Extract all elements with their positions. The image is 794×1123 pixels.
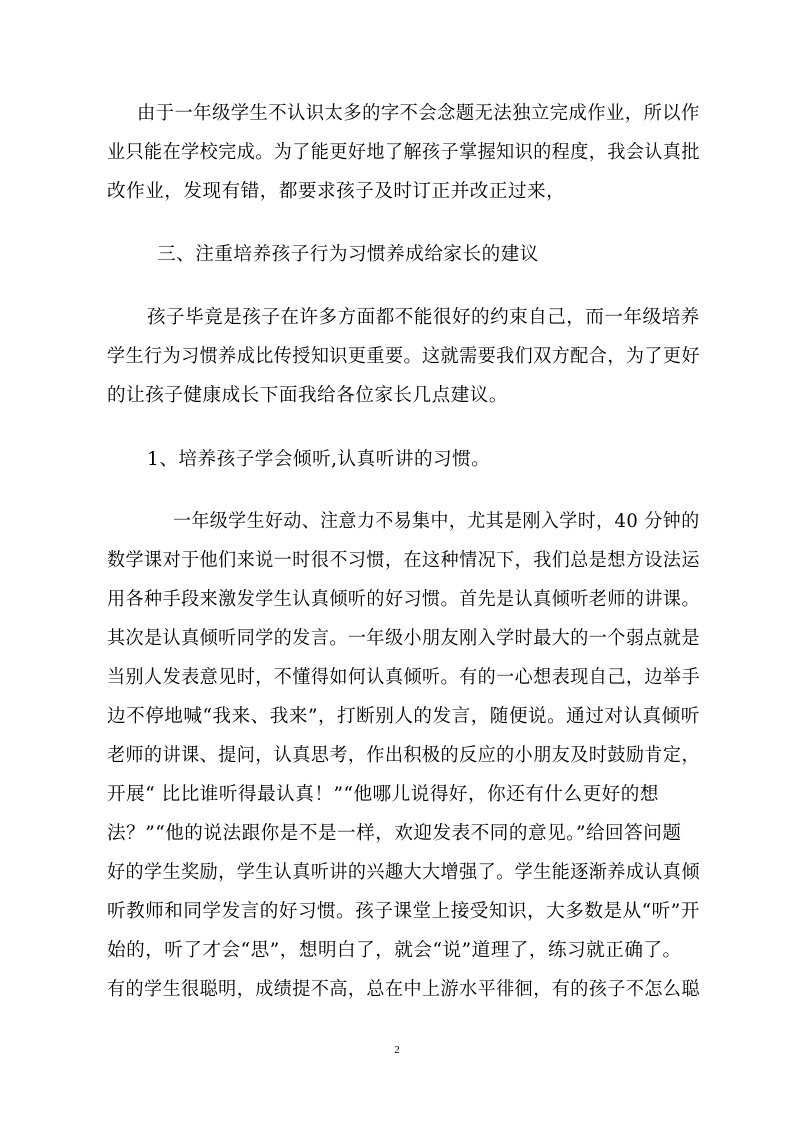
paragraph-3-line-5: 当别人发表意见时，不懂得如何认真倾听。有的一心想表现自己，边举手	[107, 667, 700, 688]
paragraph-1-line-2: 业只能在学校完成。为了能更好地了解孩子掌握知识的程度，我会认真批	[107, 142, 700, 163]
paragraph-1-line-1: 由于一年级学生不认识太多的字不会念题无法独立完成作业，所以作	[137, 103, 700, 124]
paragraph-3-line-13: 有的学生很聪明，成绩提不高，总在中上游水平徘徊，有的孩子不怎么聪	[107, 979, 700, 1000]
paragraph-3-line-12: 始的，听了才会“思”，想明白了，就会“说”道理了，练习就正确了。	[107, 940, 682, 961]
paragraph-3-line-9: 法？”“他的说法跟你是不是一样，欢迎发表不同的意见。”给回答问题	[107, 823, 682, 844]
paragraph-3-line-4: 其次是认真倾听同学的发言。一年级小朋友刚入学时最大的一个弱点就是	[107, 628, 700, 649]
paragraph-3-line-7: 老师的讲课、提问，认真思考，作出积极的反应的小朋友及时鼓励肯定，	[107, 745, 700, 766]
paragraph-3-line-10: 好的学生奖励，学生认真听讲的兴趣大大增强了。学生能逐渐养成认真倾	[107, 862, 700, 883]
paragraph-2-line-2: 学生行为习惯养成比传授知识更重要。这就需要我们双方配合，为了更好	[107, 346, 700, 367]
paragraph-2-line-1: 孩子毕竟是孩子在许多方面都不能很好的约束自己，而一年级培养	[147, 307, 700, 328]
paragraph-1-line-3: 改作业，发现有错，都要求孩子及时订正并改正过来，	[107, 181, 566, 202]
section-heading: 三、注重培养孩子行为习惯养成给家长的建议	[157, 244, 539, 265]
paragraph-3-line-1: 一年级学生好动、注意力不易集中，尤其是刚入学时，40 分钟的	[173, 511, 700, 532]
paragraph-3-line-8: 开展“ 比比谁听得最认真！”“他哪儿说得好，你还有什么更好的想	[107, 784, 659, 805]
page-number: 2	[394, 1044, 400, 1056]
paragraph-3-line-2: 数学课对于他们来说一时很不习惯，在这种情况下，我们总是想方设法运	[107, 550, 700, 571]
paragraph-3-line-11: 听教师和同学发言的好习惯。孩子课堂上接受知识，大多数是从“听”开	[107, 901, 700, 922]
list-item-1: 1、培养孩子学会倾听,认真听讲的习惯。	[147, 449, 491, 470]
paragraph-3-line-3: 用各种手段来激发学生认真倾听的好习惯。首先是认真倾听老师的讲课。	[107, 589, 700, 610]
paragraph-2-line-3: 的让孩子健康成长下面我给各位家长几点建议。	[107, 385, 508, 406]
paragraph-3-line-6: 边不停地喊“我来、我来”，打断别人的发言，随便说。通过对认真倾听	[107, 706, 700, 727]
